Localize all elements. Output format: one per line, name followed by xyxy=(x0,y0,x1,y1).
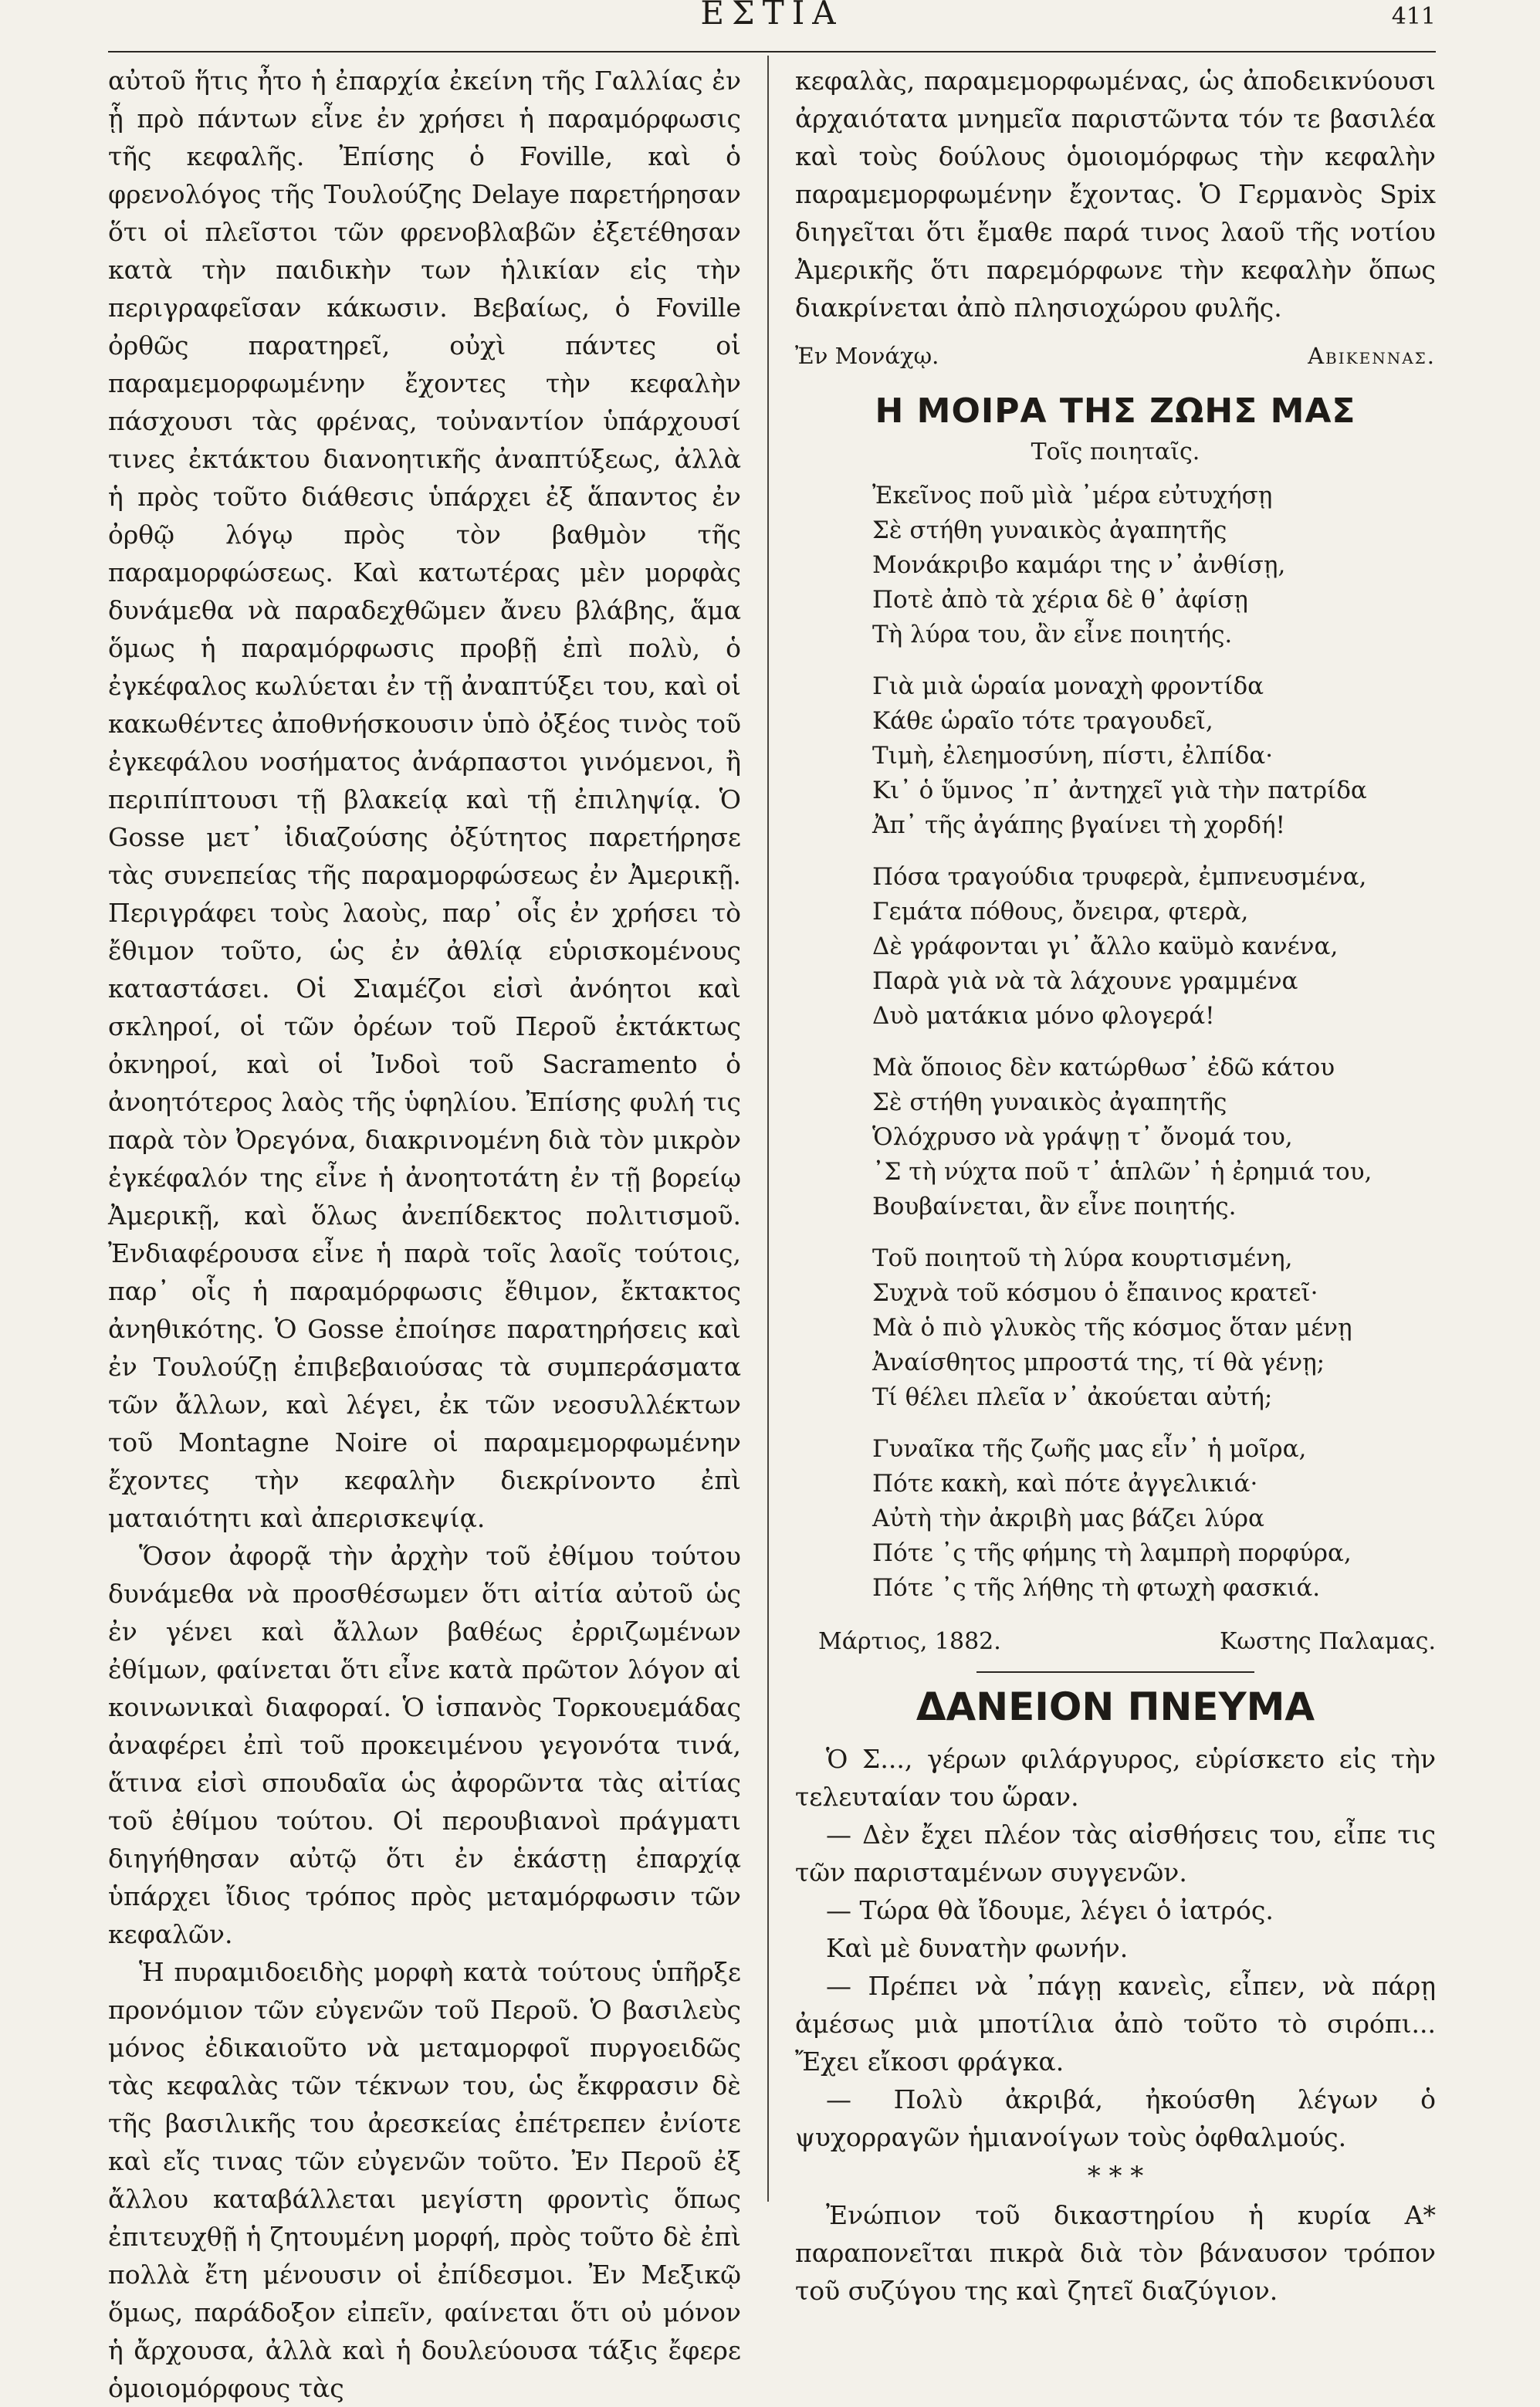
story-paragraph: — Δὲν ἔχει πλέον τὰς αἰσθήσεις του, εἶπε τις τῶν παρισταμένων συγγενῶν. xyxy=(795,1820,1436,1887)
poem-line: Βουβαίνεται, ἂν εἶνε ποιητής. xyxy=(872,1193,1237,1220)
poem-line: Πόσα τραγούδια τρυφερὰ, ἐμπνευσμένα, xyxy=(872,863,1367,891)
story-paragraph: — Τώρα θὰ ἴδουμε, λέγει ὁ ἰατρός. xyxy=(826,1895,1274,1925)
poem-line: ᾽Σ τὴ νύχτα ποῦ τ᾽ ἁπλῶν᾽ ἡ ἐρημιά του, xyxy=(872,1158,1372,1186)
poem-line: Κάθε ὡραῖο τότε τραγουδεῖ, xyxy=(872,707,1213,735)
poem-title: Η ΜΟΙΡΑ ΤΗΣ ΖΩΗΣ ΜΑΣ xyxy=(875,391,1356,431)
poem-author: Κωστης Παλαμας. xyxy=(1219,1628,1436,1655)
poem-line: Δὲ γράφονται γι᾽ ἄλλο καϋμὸ κανένα, xyxy=(872,933,1339,960)
story-paragraph: Καὶ μὲ δυνατὴν φωνήν. xyxy=(826,1933,1129,1963)
poem-line: Ἐκεῖνος ποῦ μὶὰ ᾽μέρα εὐτυχήσῃ xyxy=(872,482,1273,509)
poem-stanza xyxy=(872,479,1436,652)
poem-line: Πότε ᾽ς τῆς φήμης τὴ λαμπρὴ πορφύρα, xyxy=(872,1539,1352,1567)
poem-line: Μὰ ὁ πιὸ γλυκὸς τῆς κόσμος ὅταν μένῃ xyxy=(872,1314,1352,1342)
poem-stanza xyxy=(872,1432,1436,1606)
poem-line: Γεμάτα πόθους, ὄνειρα, φτερὰ, xyxy=(872,898,1249,926)
poem-line: Ἀπ᾽ τῆς ἀγάπης βγαίνει τὴ χορδή! xyxy=(872,811,1286,839)
poem-line: Ὁλόχρυσο νὰ γράψῃ τ᾽ ὄνομά του, xyxy=(872,1123,1293,1151)
poem-line: Ποτὲ ἀπὸ τὰ χέρια δὲ θ᾽ ἀφίσῃ xyxy=(872,586,1248,614)
column-divider xyxy=(767,56,769,2202)
poem-line: Γιὰ μιὰ ὡραία μοναχὴ φροντίδα xyxy=(872,672,1264,700)
poem-line: Συχνὰ τοῦ κόσμου ὁ ἔπαινος κρατεῖ· xyxy=(872,1279,1318,1307)
story-paragraph: Ἐνώπιον τοῦ δικαστηρίου ἡ κυρία Α* παραπονεῖται πικρὰ διὰ τὸν βάναυσον τρόπον τοῦ συζύγου της καὶ ζητεῖ διαζύγιον. xyxy=(795,2200,1436,2306)
poem-line: Σὲ στήθη γυναικὸς ἀγαπητῆς xyxy=(872,516,1227,544)
poem-line: Τιμὴ, ἐλεημοσύνη, πίστι, ἐλπίδα· xyxy=(872,742,1274,770)
poem-signature xyxy=(818,1623,1436,1661)
article-continuation: κεφαλὰς, παραμεμορφωμένας, ὡς ἀποδεικνύουσι ἀρχαιότατα μνημεῖα παριστῶντα τόν τε βασιλέα καὶ τοὺς δούλους ὁμοιομόρφως τὴν κεφαλὴν παραμεμορφωμένην ἔχοντας. Ὁ Γερμανὸς Spix διηγεῖται ὅτι ἔμαθε παρά τινος λαοῦ τῆς νοτίου Ἀμερικῆς ὅτι παρεμόρφωνε τὴν κεφαλὴν ὅπως διακρίνεται ἀπὸ πλησιοχώρου φυλῆς. xyxy=(795,66,1436,323)
poem-date: Μάρτιος, 1882. xyxy=(818,1628,1001,1655)
poem-stanza xyxy=(872,1051,1436,1224)
story-paragraph: — Πρέπει νὰ ᾽πάγῃ κανεὶς, εἶπεν, νὰ πάρῃ ἀμέσως μιὰ μποτίλια ἀπὸ τοῦτο τὸ σιρόπι... Ἔχει εἴκοσι φράγκα. xyxy=(795,1971,1436,2077)
poem-line: Σὲ στήθη γυναικὸς ἀγαπητῆς xyxy=(872,1088,1227,1116)
poem-line: Τὴ λύρα του, ἂν εἶνε ποιητής. xyxy=(872,621,1233,648)
story-title: ΔΑΝΕΙΟΝ ΠΝΕΥΜΑ xyxy=(916,1684,1315,1729)
article-paragraph: Ὅσον ἀφορᾷ τὴν ἀρχὴν τοῦ ἐθίμου τούτου δυνάμεθα νὰ προσθέσωμεν ὅτι αἰτία αὐτοῦ ὡς ἐν γένει καὶ ἄλλων βαθέως ἐρριζωμένων ἐθίμων, φαίνεται ὅτι εἶνε κατὰ πρῶτον λόγον αἱ κοινωνικαὶ διαφοραί. Ὁ ἱσπανὸς Τορκουεμάδας ἀναφέρει ἐπὶ τοῦ προκειμένου γεγονότα τινά, ἅτινα εἰσὶ σπουδαῖα ὡς ἀφορῶντα τὰς αἰτίας τοῦ ἐθίμου τούτου. Οἱ περουβιανοὶ πράγματι διηγήθησαν αὐτῷ ὅτι ἐν ἑκάστῃ ἐπαρχίᾳ ὑπάρχει ἴδιος τρόπος πρὸς μεταμόρφωσιν τῶν κεφαλῶν. xyxy=(108,1541,741,1949)
article-paragraph: αὐτοῦ ἥτις ἦτο ἡ ἐπαρχία ἐκείνη τῆς Γαλλίας ἐν ᾗ πρὸ πάντων εἶνε ἐν χρήσει ἡ παραμόρφωσις τῆς κεφαλῆς. Ἐπίσης ὁ Foville, καὶ ὁ φρενολόγος τῆς Τουλούζης Delaye παρετήρησαν ὅτι οἱ πλεῖστοι τῶν φρενοβλαβῶν ἐξετέθησαν κατὰ τὴν παιδικὴν των ἡλικίαν εἰς τὴν περιγραφεῖσαν κάκωσιν. Βεβαίως, ὁ Foville ὀρθῶς παρατηρεῖ, οὐχὶ πάντες οἱ παραμεμορφωμένην ἔχοντες τὴν κεφαλὴν πάσχουσι τὰς φρένας, τοὐναντίον ὑπάρχουσί τινες ἐκτάκτου διανοητικῆς ἀναπτύξεως, ἀλλὰ ἡ πρὸς τοῦτο διάθεσις ὑπάρχει ἐξ ἅπαντος ἐν ὀρθῷ λόγῳ πρὸς τὸν βαθμὸν τῆς παραμορφώσεως. Καὶ κατωτέρας μὲν μορφὰς δυνάμεθα νὰ παραδεχθῶμεν ἄνευ βλάβης, ἅμα ὅμως ἡ παραμόρφωσις προβῇ ἐπὶ πολὺ, ὁ ἐγκέφαλος κωλύεται ἐν τῇ ἀναπτύξει του, καὶ οἱ κακωθέντες ἀποθνήσκουσιν ὑπὸ ὀξέος τινὸς τοῦ ἐγκεφάλου νοσήματος ἀνάρπαστοι γινόμενοι, ἢ περιπίπτουσι τῇ βλακείᾳ καὶ τῇ ἐπιληψίᾳ. Ὁ Gosse μετ᾽ ἰδιαζούσης ὀξύτητος παρετήρησε τὰς συνεπείας τῆς παραμορφώσεως ἐν Ἀμερικῇ. Περιγράφει τοὺς λαοὺς, παρ᾽ οἷς ἐν χρήσει τὸ ἔθιμον τοῦτο, ὡς ἐν ἀθλίᾳ εὑρισκομένους καταστάσει. Οἱ Σιαμέζοι εἰσὶ ἀνόητοι καὶ σκληροί, οἱ τῶν ὀρέων τοῦ Περοῦ ἐκτάκτως ὀκνηροί, καὶ οἱ Ἰνδοὶ τοῦ Sacramento ὁ ἀνοητότερος λαὸς τῆς ὑφηλίου. Ἐπίσης φυλή τις παρὰ τὸν Ὀρεγόνα, διακρινομένη διὰ τὸν μικρὸν ἐγκέφαλόν της εἶνε ἡ ἀνοητοτάτη ἐν τῇ βορείῳ Ἀμερικῇ, καὶ ὅλως ἀνεπίδεκτος πολιτισμοῦ. Ἐνδιαφέρουσα εἶνε ἡ παρὰ τοῖς λαοῖς τούτοις, παρ᾽ οἷς ἡ παραμόρφωσις ἔθιμον, ἔκτακτος ἀνηθικότης. Ὁ Gosse ἐποίησε παρατηρήσεις καὶ ἐν Τουλούζῃ ἐπιβεβαιούσας τὰ συμπεράσματα τῶν ἄλλων, καὶ λέγει, ἐκ τῶν νεοσυλλέκτων τοῦ Montagne Noire οἱ παραμεμορφωμένην ἔχοντες τὴν κεφαλὴν διεκρίνοντο ἐπὶ ματαιότητι καὶ ἀπερισκεψίᾳ. xyxy=(108,66,741,1533)
left-column xyxy=(108,62,741,2403)
page-header xyxy=(108,0,1436,43)
poem-line: Πότε ᾽ς τῆς λήθης τὴ φτωχὴ φασκιά. xyxy=(872,1574,1321,1602)
story-paragraph: — Πολὺ ἀκριβά, ἠκούσθη λέγων ὁ ψυχορραγῶν ἡμιανοίγων τοὺς ὀφθαλμούς. xyxy=(795,2084,1436,2152)
poem-stanza xyxy=(872,669,1436,843)
story-separator: * * * xyxy=(1087,2161,1144,2192)
poem-line: Πότε κακὴ, καὶ πότε ἀγγελικιά· xyxy=(872,1470,1258,1498)
poem-line: Δυὸ ματάκια μόνο φλογερά! xyxy=(872,1002,1215,1030)
right-column xyxy=(795,62,1436,2306)
header-rule xyxy=(108,51,1436,52)
page-number: 411 xyxy=(1391,3,1436,30)
poem-line: Ἀναίσθητος μπροστά της, τί θὰ γένῃ; xyxy=(872,1349,1325,1376)
poem-line: Τί θέλει πλεῖα ν᾽ ἀκούεται αὐτή; xyxy=(872,1383,1273,1411)
poem-stanza xyxy=(872,1241,1436,1415)
article-signature xyxy=(795,337,1436,375)
poem-line: Αὐτὴ τὴν ἀκριβὴ μας βάζει λύρα xyxy=(872,1505,1264,1532)
poem-line: Γυναῖκα τῆς ζωῆς μας εἶν᾽ ἡ μοῖρα, xyxy=(872,1435,1307,1463)
story-paragraph: Ὁ Σ..., γέρων φιλάργυρος, εὑρίσκετο εἰς τὴν τελευταίαν του ὥραν. xyxy=(795,1744,1436,1812)
poem-line: Παρὰ γιὰ νὰ τὰ λάχουνε γραμμένα xyxy=(872,967,1298,995)
poem-line: Μὰ ὅποιος δὲν κατώρθωσ᾽ ἐδῶ κάτου xyxy=(872,1054,1335,1082)
poem-line: Τοῦ ποιητοῦ τὴ λύρα κουρτισμένη, xyxy=(872,1244,1293,1272)
poem-stanza xyxy=(872,860,1436,1034)
journal-title: ΕΣΤΙΑ xyxy=(700,0,844,32)
poem-line: Μονάκριβο καμάρι της ν᾽ ἀνθίσῃ, xyxy=(872,551,1286,579)
article-place: Ἐν Μονάχῳ. xyxy=(795,343,939,369)
article-paragraph: Ἡ πυραμιδοειδὴς μορφὴ κατὰ τούτους ὑπῆρξε προνόμιον τῶν εὐγενῶν τοῦ Περοῦ. Ὁ βασιλεὺς μόνος ἐδικαιοῦτο νὰ μεταμορφοῖ πυργοειδῶς τὰς κεφαλὰς τῶν τέκνων του, ὡς ἔκφρασιν δὲ τῆς βασιλικῆς του ἀρεσκείας ἐπέτρεπεν ἐνίοτε καὶ εἴς τινας τῶν εὐγενῶν τοῦτο. Ἐν Περοῦ ἐξ ἄλλου καταβάλλεται μεγίστη φροντὶς ὅπως ἐπιτευχθῇ ἡ ζητουμένη μορφή, πρὸς τοῦτο δὲ ἐπὶ πολλὰ ἔτη μένουσιν οἱ ἐπίδεσμοι. Ἐν Μεξικῷ ὅμως, παράδοξον εἰπεῖν, φαίνεται ὅτι οὐ μόνον ἡ ἄρχουσα, ἀλλὰ καὶ ἡ δουλεύουσα τάξις ἔφερε ὁμοιομόρφους τὰς xyxy=(108,1957,741,2403)
article-author: Αβικεννας. xyxy=(1308,343,1436,369)
poem-line: Κι᾽ ὁ ὕμνος ᾽π᾽ ἀντηχεῖ γιὰ τὴν πατρίδα xyxy=(872,777,1367,804)
section-rule xyxy=(976,1671,1254,1673)
poem-dedication: Τοῖς ποιηταῖς. xyxy=(1031,438,1200,465)
